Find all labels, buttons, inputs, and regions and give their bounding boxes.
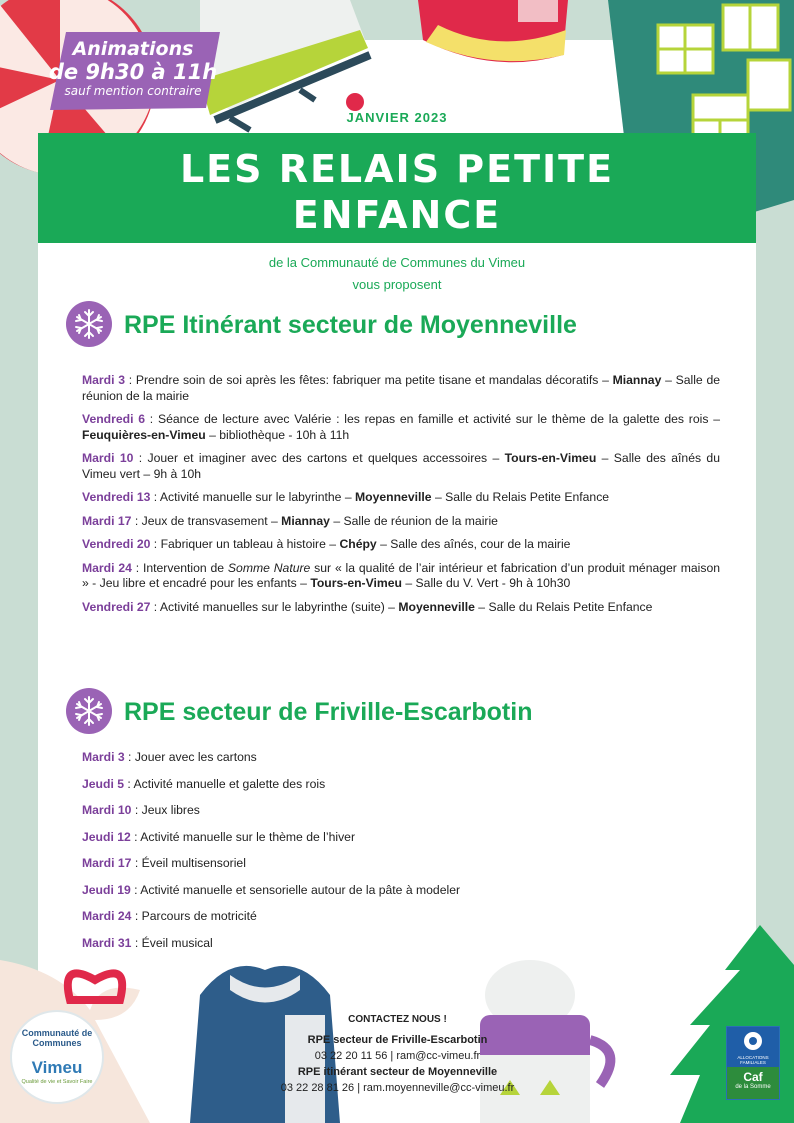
snowflake-icon [66,688,112,734]
subtitle-line1: de la Communauté de Communes du Vimeu [268,255,526,270]
event-text: – Salle de réunion de la mairie [329,513,498,528]
page-title [38,146,756,238]
event-item [82,830,720,846]
event-place: Moyenneville [398,599,475,614]
event-text: – Salle des aînés, cour de la mairie [376,537,571,551]
animations-badge [44,28,222,114]
contact-rpe2-name: RPE itinérant secteur de Moyenneville [297,1066,498,1078]
subtitle-line2: vous proposent [352,277,442,292]
event-place: Feuquières-en-Vimeu [82,427,206,442]
event-item [82,750,720,766]
caf-top-text: ALLOCATIONS FAMILIALES [737,1055,769,1065]
event-place: Tours-en-Vimeu [504,451,597,465]
event-text: : Activité manuelles sur le labyrinthe (suite) – [150,599,399,614]
event-text: : Parcours de motricité [131,909,257,923]
event-item [82,451,720,482]
event-place: Tours-en-Vimeu [310,576,402,590]
section2-events [82,750,720,962]
section1-title: RPE Itinérant secteur de Moyenneville [124,311,577,339]
contact-rpe1-info: 03 22 20 11 56 | ram@cc-vimeu.fr [314,1050,481,1062]
event-text: : Séance de lecture avec Valérie : les repas en famille et activité sur le thème de la galette des rois – [145,412,720,426]
event-item [82,856,720,872]
event-item [82,803,720,819]
event-text: – Salle de réunion de la mairie [82,373,720,403]
event-text: – bibliothèque - 10h à 11h [205,427,350,442]
event-text: : Activité manuelle et galette des rois [124,776,326,791]
caf-sub: de la Somme [735,1084,771,1090]
event-text: : Jeux de transvasement – [131,513,282,528]
month-label: JANVIER 2023 [346,110,448,125]
event-day: Vendredi 20 [82,537,151,551]
event-day: Mardi 3 [82,750,125,764]
event-text: : Activité manuelle et sensorielle autour de la pâte à modeler [130,882,461,897]
event-text: sur « la qualité de l’air intérieur et fabrication d’un produit ménager maison » - Jeu libre et encadré pour les enfants – [82,560,720,590]
caf-logo [726,1026,780,1100]
event-text: : Éveil multisensoriel [131,856,246,870]
event-text: : Prendre soin de soi après les fêtes: fabriquer ma petite tisane et mandalas décoratifs – [125,373,613,387]
snowflake-icon [66,301,112,347]
event-day: Mardi 17 [82,513,132,528]
event-text: – Salle du Relais Petite Enfance [474,599,653,614]
event-day: Mardi 10 [82,803,132,817]
event-place: Miannay [612,373,662,387]
event-italic: Somme Nature [227,560,311,575]
event-text: – Salle des aînés du Vimeu vert – 9h à 10h [82,451,720,481]
badge-line2: de 9h30 à 11h [48,60,218,84]
cc-logo-line3: Qualité de vie et Savoir Faire [21,1079,93,1085]
event-day: Vendredi 27 [82,599,151,614]
badge-line3: sauf mention contraire [64,84,202,98]
contact-block [245,1012,550,1096]
event-item [82,373,720,404]
event-day: Mardi 3 [82,373,126,387]
event-text: : Jouer avec les cartons [124,750,257,764]
hat-illustration [418,0,578,80]
badge-line1: Animations [72,38,194,60]
section1-events [82,373,720,623]
event-day: Mardi 24 [82,560,132,575]
event-item [82,514,720,530]
event-text: : Jeux libres [131,803,200,817]
event-item [82,412,720,443]
contact-title: CONTACTEZ NOUS ! [348,1014,447,1025]
event-text: : Intervention de [131,560,228,575]
event-day: Jeudi 5 [82,776,124,791]
event-place: Chépy [339,537,377,551]
cc-logo-line1: Communauté de Communes [21,1028,93,1048]
caf-emblem-icon [727,1027,779,1055]
event-text: : Activité manuelle sur le labyrinthe – [150,490,356,504]
event-day: Mardi 17 [82,856,132,870]
event-day: Mardi 31 [82,935,132,950]
event-item [82,777,720,793]
event-item [82,936,720,952]
event-item [82,537,720,553]
event-text: : Éveil musical [131,935,213,950]
contact-rpe2-info: 03 22 28 81 26 | ram.moyenneville@cc-vimeu.fr [280,1082,515,1094]
event-text: – Salle du Relais Petite Enfance [431,490,610,504]
cc-vimeu-logo [10,1010,104,1104]
event-day: Vendredi 13 [82,490,151,504]
event-item [82,490,720,506]
event-item [82,600,720,616]
event-day: Jeudi 12 [82,829,131,844]
event-text: : Activité manuelle sur le thème de l’hiver [130,829,355,844]
contact-rpe1-name: RPE secteur de Friville-Escarbotin [307,1034,488,1046]
caf-name: Caf [743,1070,763,1084]
event-day: Mardi 24 [82,909,132,923]
subtitle [0,252,794,296]
event-text: : Fabriquer un tableau à histoire – [150,537,340,551]
event-day: Vendredi 6 [82,412,146,426]
event-text: – Salle du V. Vert - 9h à 10h30 [401,576,571,590]
cc-logo-line2: Vimeu [31,1058,83,1077]
event-item [82,909,720,925]
event-place: Moyenneville [355,490,432,504]
event-day: Mardi 10 [82,451,134,465]
event-item [82,883,720,899]
event-text: : Jouer et imaginer avec des cartons et quelques accessoires – [133,451,505,465]
event-item [82,561,720,592]
event-day: Jeudi 19 [82,882,131,897]
title-line2: ENFANCE [292,193,502,237]
event-place: Miannay [281,513,330,528]
title-line1: LES RELAIS PETITE [179,147,615,191]
section2-title: RPE secteur de Friville-Escarbotin [124,698,533,726]
